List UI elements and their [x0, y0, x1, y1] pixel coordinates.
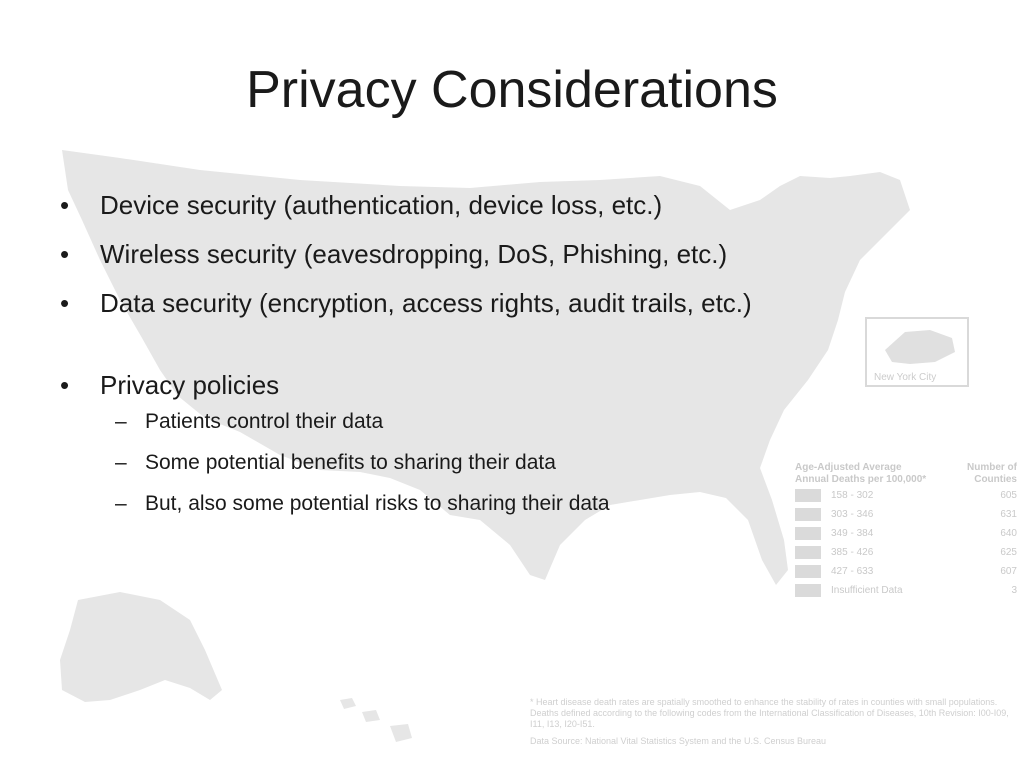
footnote-text: * Heart disease death rates are spatially smoothed to enhance the stability of rates in counties with small populations. Deaths defined according to the following codes from the International Classification of Diseases, 10th Revision: I00-I09, I11, I13, I20-I51. [530, 697, 1009, 729]
legend-head-right: Number of Counties [967, 462, 1017, 485]
legend-range: 427 - 633 [831, 565, 874, 577]
dash-icon: – [115, 492, 127, 515]
legend-range: Insufficient Data [831, 584, 903, 596]
bullet-text: Privacy policies [100, 370, 280, 400]
bullet-icon: • [60, 370, 70, 400]
map-inset-label: New York City [874, 372, 937, 383]
sub-bullet-risks [100, 490, 960, 518]
legend-swatch [795, 565, 821, 578]
bullet-text: Device security (authentication, device loss, etc.) [100, 190, 663, 220]
bullet-device-security [60, 188, 960, 222]
bullet-wireless-security [60, 237, 960, 271]
legend-count: 607 [1000, 565, 1017, 577]
legend-range: 385 - 426 [831, 546, 874, 558]
legend-count: 625 [1000, 546, 1017, 558]
legend-row [795, 581, 1017, 600]
bullet-list [60, 188, 960, 533]
bullet-text: Data security (encryption, access rights, audit trails, etc.) [100, 288, 752, 318]
legend-count: 640 [1000, 527, 1017, 539]
bullet-data-security [60, 286, 960, 320]
sub-bullet-patients-control [100, 408, 960, 436]
legend-row [795, 543, 1017, 562]
sub-bullet-list [100, 408, 960, 518]
legend-count: 631 [1000, 508, 1017, 520]
dash-icon: – [115, 410, 127, 433]
legend-count: 605 [1000, 489, 1017, 501]
sub-bullet-benefits [100, 449, 960, 477]
bullet-icon: • [60, 239, 70, 269]
sub-bullet-text: Some potential benefits to sharing their data [145, 451, 556, 474]
legend-range: 303 - 346 [831, 508, 874, 520]
bullet-icon: • [60, 190, 70, 220]
slide-title: Privacy Considerations [246, 61, 778, 119]
dash-icon: – [115, 451, 127, 474]
bullet-text: Wireless security (eavesdropping, DoS, Phishing, etc.) [100, 239, 728, 269]
legend-swatch [795, 546, 821, 559]
map-footnote [530, 697, 1015, 747]
footnote-source: Data Source: National Vital Statistics System and the U.S. Census Bureau [530, 736, 826, 746]
sub-bullet-text: Patients control their data [145, 410, 384, 433]
legend-count: 3 [1011, 584, 1017, 596]
legend-row [795, 562, 1017, 581]
bullet-icon: • [60, 288, 70, 318]
bullet-privacy-policies [60, 368, 960, 518]
legend-range: 158 - 302 [831, 489, 874, 501]
sub-bullet-text: But, also some potential risks to sharing their data [145, 492, 610, 515]
legend-range: 349 - 384 [831, 527, 874, 539]
legend-swatch [795, 584, 821, 597]
legend-head-left: Age-Adjusted Average Annual Deaths per 100,000* [795, 462, 927, 485]
